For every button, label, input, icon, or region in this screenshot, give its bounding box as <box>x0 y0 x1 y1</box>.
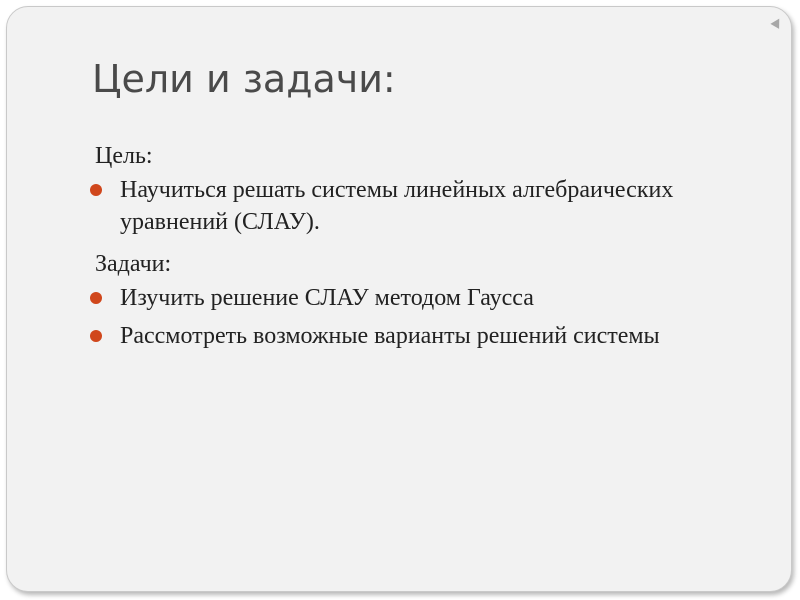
task-item-text: Изучить решение СЛАУ методом Гаусса <box>120 285 534 311</box>
slide-content <box>89 140 729 358</box>
slide-title: Цели и задачи: <box>92 57 396 101</box>
goal-heading: Цель: <box>95 143 153 169</box>
goal-item <box>89 174 729 238</box>
tasks-heading: Задачи: <box>95 251 172 277</box>
bullet-icon <box>90 184 102 196</box>
tasks-list <box>89 282 729 352</box>
bullet-icon <box>90 330 102 342</box>
task-item <box>89 320 729 352</box>
task-item-text: Рассмотреть возможные варианты решений системы <box>120 323 660 349</box>
task-item <box>89 282 729 314</box>
bullet-icon <box>90 292 102 304</box>
slide <box>6 6 792 592</box>
goal-list <box>89 174 729 238</box>
corner-triangle-icon <box>770 16 783 29</box>
goal-item-text: Научиться решать системы линейных алгебраических уравнений (СЛАУ). <box>120 177 674 235</box>
